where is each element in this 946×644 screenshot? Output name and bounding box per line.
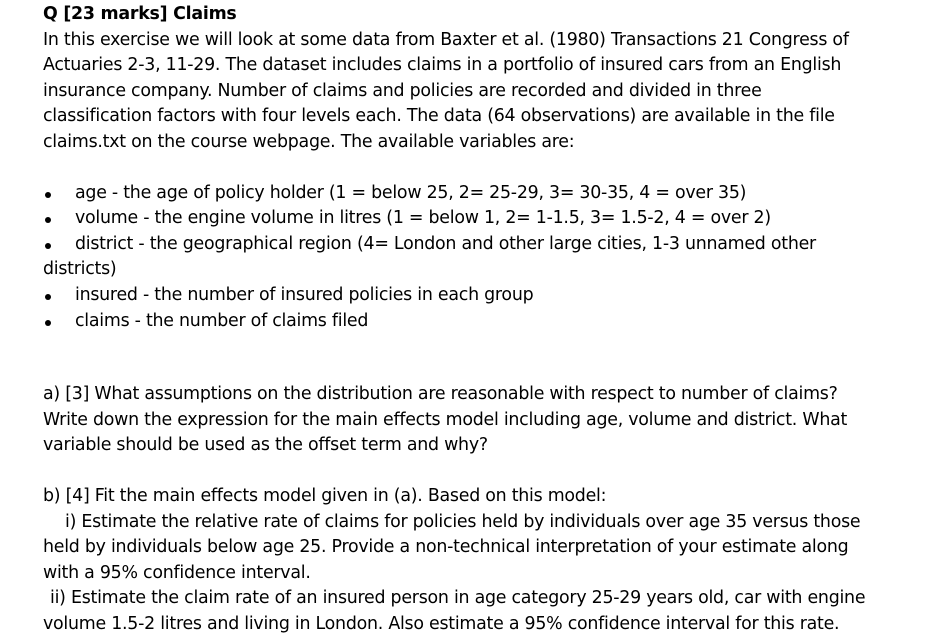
intro-paragraph xyxy=(43,28,923,156)
part-b-i-line: held by individuals below age 25. Provide a non-technical interpretation of your estimate along xyxy=(43,537,849,558)
bullet-icon xyxy=(45,320,51,326)
list-item-volume xyxy=(43,206,923,232)
list-item-text: age - the age of policy holder (1 = below 25, 2= 25-29, 3= 30-35, 4 = over 35) xyxy=(75,182,747,203)
question-title: Q [23 marks] Claims xyxy=(43,4,237,24)
part-b-ii-line: volume 1.5-2 litres and living in London. Also estimate a 95% confidence interval for this rate. xyxy=(43,613,840,634)
part-b-ii-line: ii) Estimate the claim rate of an insured person in age category 25-29 years old, car with engine xyxy=(50,588,866,609)
intro-line: classification factors with four levels each. The data (64 observations) are available in the file xyxy=(43,106,835,127)
intro-line: claims.txt on the course webpage. The available variables are: xyxy=(43,131,575,152)
bullet-icon xyxy=(45,294,51,300)
bullet-icon xyxy=(45,192,51,198)
list-item-insured xyxy=(43,283,923,309)
part-b xyxy=(43,484,923,638)
part-a-line: a) [3] What assumptions on the distribution are reasonable with respect to number of claims? xyxy=(43,384,838,405)
part-a xyxy=(43,382,923,459)
list-item-text: volume - the engine volume in litres (1 = below 1, 2= 1-1.5, 3= 1.5-2, 4 = over 2) xyxy=(75,208,771,229)
list-item-district-continuation: districts) xyxy=(43,259,117,280)
intro-line: Actuaries 2-3, 11-29. The dataset includes claims in a portfolio of insured cars from an English xyxy=(43,55,842,76)
variables-list xyxy=(43,181,923,335)
list-item-district xyxy=(43,232,923,258)
bullet-icon xyxy=(45,217,51,223)
list-item-age xyxy=(43,181,923,207)
question-document xyxy=(43,2,923,637)
intro-line: In this exercise we will look at some data from Baxter et al. (1980) Transactions 21 Congress of xyxy=(43,29,849,50)
bullet-icon xyxy=(45,243,51,249)
list-item-claims xyxy=(43,309,923,335)
intro-line: insurance company. Number of claims and policies are recorded and divided in three xyxy=(43,80,762,101)
part-b-i-line: i) Estimate the relative rate of claims for policies held by individuals over age 35 versus those xyxy=(65,511,861,532)
part-b-i-line: with a 95% confidence interval. xyxy=(43,562,311,583)
list-item-text: claims - the number of claims filed xyxy=(75,310,369,331)
list-item-text: insured - the number of insured policies in each group xyxy=(75,284,534,305)
part-a-line: variable should be used as the offset term and why? xyxy=(43,435,488,456)
list-item-text: district - the geographical region (4= London and other large cities, 1-3 unnamed other xyxy=(75,233,816,254)
part-b-intro: b) [4] Fit the main effects model given in (a). Based on this model: xyxy=(43,485,607,506)
part-a-line: Write down the expression for the main effects model including age, volume and district. What xyxy=(43,409,848,430)
